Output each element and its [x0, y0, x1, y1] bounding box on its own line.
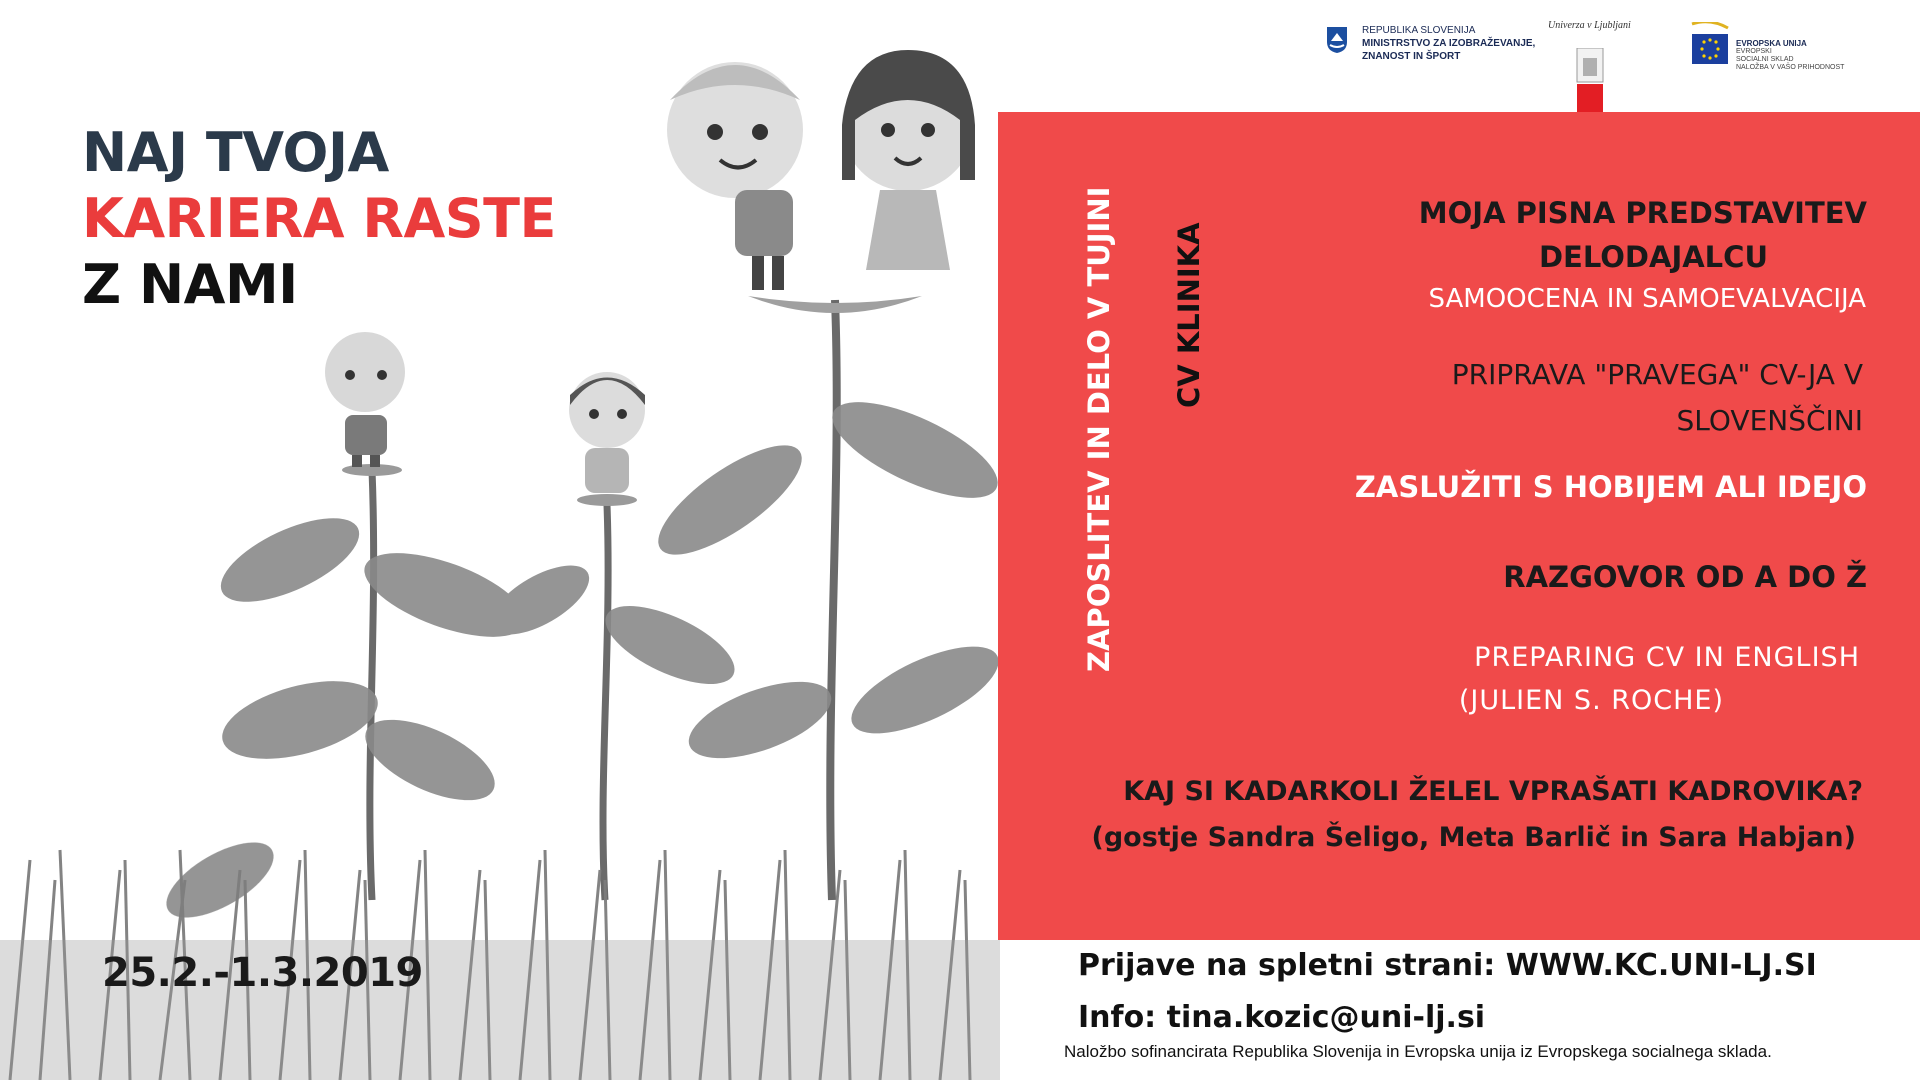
- program-item-5-line-2: (JULIEN S. ROCHE): [1458, 685, 1724, 716]
- program-item-5-line-1: PREPARING CV IN ENGLISH: [1474, 642, 1860, 673]
- eu-line-2: EVROPSKI: [1736, 48, 1772, 55]
- university-logo: [1548, 20, 1658, 100]
- eu-logo: [1690, 22, 1845, 78]
- eu-line-4: NALOŽBA V VAŠO PRIHODNOST: [1736, 64, 1845, 71]
- contact-email[interactable]: Info: tina.kozic@uni-lj.si: [1078, 1000, 1486, 1035]
- ministry-line-3: ZNANOST IN ŠPORT: [1362, 51, 1461, 62]
- program-item-2-line-1: PRIPRAVA "PRAVEGA" CV-JA V: [1451, 358, 1863, 391]
- program-item-3: ZASLUŽITI S HOBIJEM ALI IDEJO: [1354, 470, 1867, 504]
- registration-link[interactable]: Prijave na spletni strani: WWW.KC.UNI-LJ.SI: [1078, 948, 1817, 983]
- eu-line-3: SOCIALNI SKLAD: [1736, 56, 1794, 63]
- ministry-line-2: MINISTRSTVO ZA IZOBRAŽEVANJE,: [1362, 38, 1536, 49]
- program-item-2-line-2: SLOVENŠČINI: [1676, 404, 1863, 437]
- event-dates: 25.2.-1.3.2019: [102, 950, 423, 996]
- program-item-6-line-1: KAJ SI KADARKOLI ŽELEL VPRAŠATI KADROVIKA?: [1123, 776, 1863, 807]
- program-item-1-line-3: SAMOOCENA IN SAMOEVALVACIJA: [1428, 284, 1866, 314]
- program-item-1-line-1: MOJA PISNA PREDSTAVITEV: [1418, 196, 1867, 230]
- program-item-4: RAZGOVOR OD A DO Ž: [1503, 560, 1867, 594]
- headline-line-1: NAJ TVOJA: [82, 121, 389, 184]
- slovenia-coat-of-arms-icon: [1326, 26, 1348, 54]
- eu-flag-icon: [1690, 22, 1730, 66]
- headline-line-2: KARIERA RASTE: [82, 187, 556, 250]
- program-item-6-line-2: (gostje Sandra Šeligo, Meta Barlič in Sara Habjan): [1091, 822, 1856, 853]
- program-item-1-line-2: DELODAJALCU: [1538, 240, 1768, 274]
- ministry-line-1: REPUBLIKA SLOVENIJA: [1362, 25, 1476, 36]
- funding-note: Naložbo sofinancirata Republika Slovenija in Evropska unija iz Evropskega socialnega sklada.: [1064, 1042, 1772, 1061]
- ministry-logo: [1326, 24, 1556, 66]
- vertical-label-cv-clinic: CV KLINIKA: [1172, 222, 1206, 408]
- university-name: Univerza v Ljubljani: [1548, 20, 1631, 31]
- eu-line-1: EVROPSKA UNIJA: [1736, 39, 1807, 48]
- vertical-label-abroad: ZAPOSLITEV IN DELO V TUJINI: [1082, 186, 1116, 672]
- university-emblem-icon: [1575, 48, 1605, 118]
- headline-line-3: Z NAMI: [82, 253, 298, 316]
- program-panel: [998, 112, 1920, 940]
